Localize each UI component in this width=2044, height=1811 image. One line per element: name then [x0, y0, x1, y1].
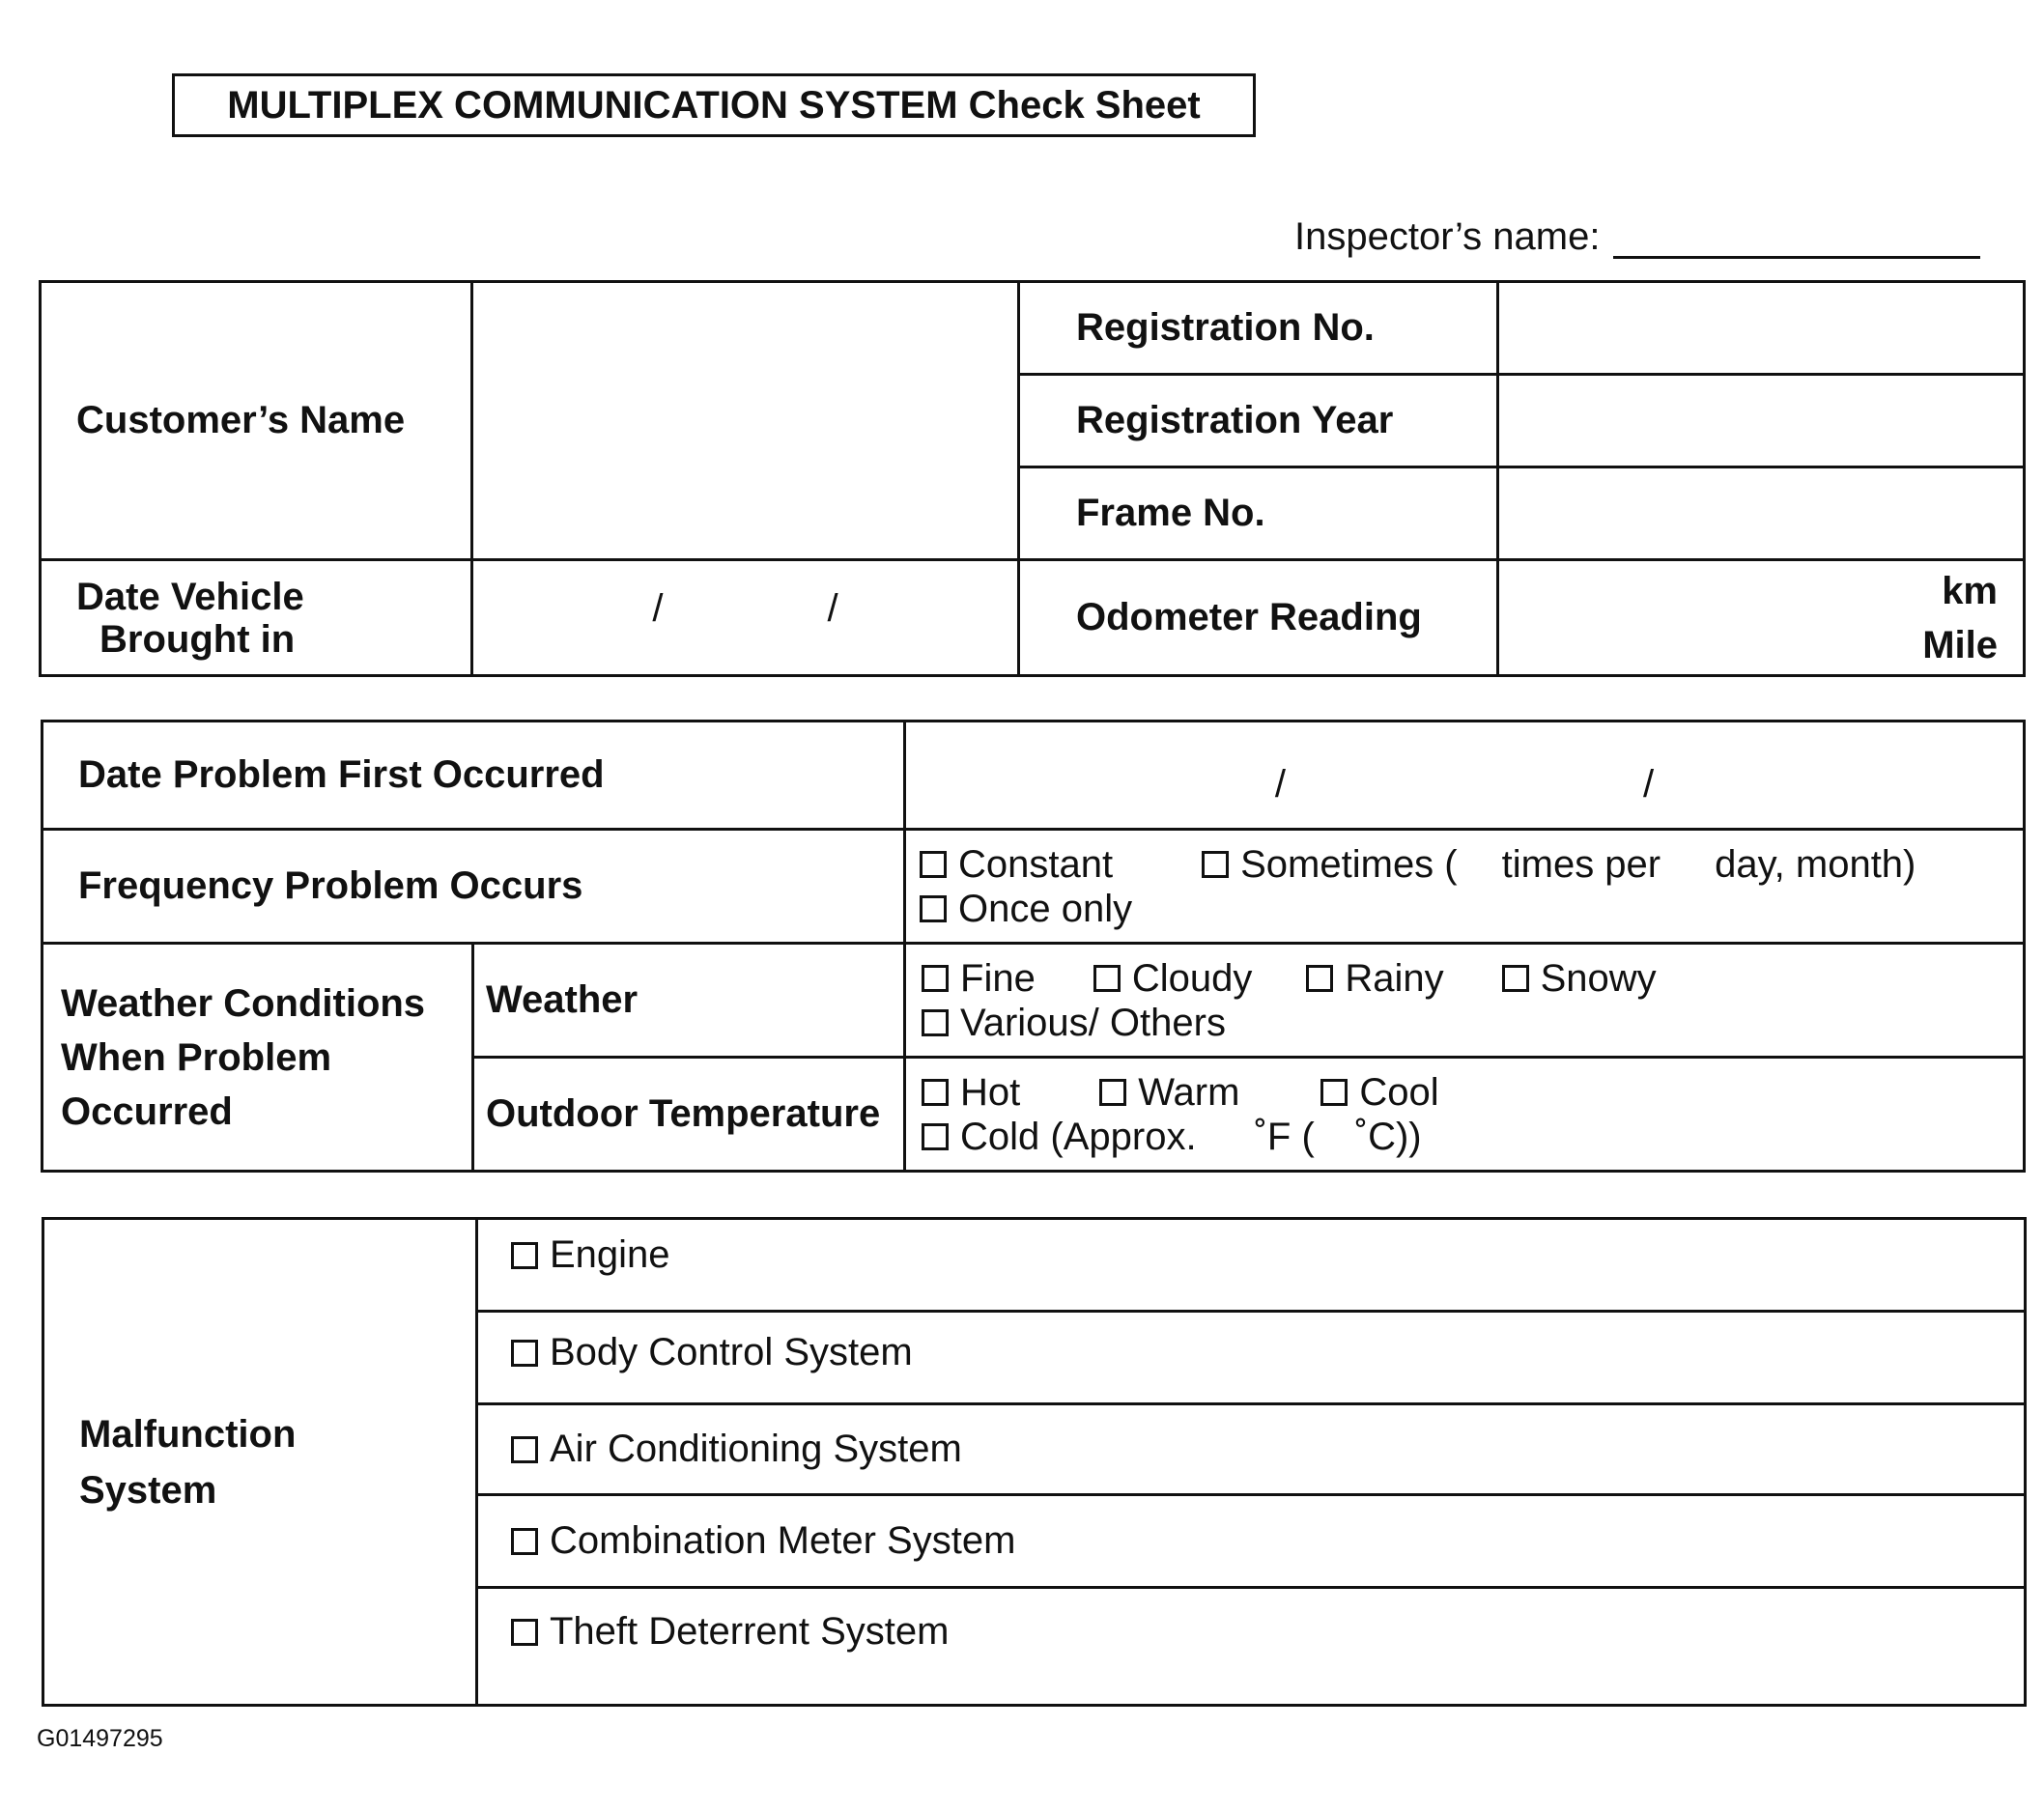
option-label: Once only [958, 887, 1133, 930]
unit-mile: Mile [1922, 623, 1998, 666]
date-slash: / [652, 587, 664, 630]
option-label: Cloudy [1131, 956, 1253, 1000]
registration-no-label: Registration No. [1019, 282, 1498, 375]
system-row [477, 1404, 2026, 1495]
odometer-label: Odometer Reading [1019, 560, 1498, 676]
checkbox-icon[interactable] [922, 965, 949, 992]
registration-year-label: Registration Year [1019, 375, 1498, 467]
customer-name-field[interactable] [472, 282, 1019, 560]
weather-options [905, 944, 2025, 1058]
temp-celsius-text: ˚C)) [1354, 1115, 1422, 1158]
odometer-field[interactable] [1498, 560, 2025, 676]
weather-conditions-label-line3: Occurred [61, 1089, 233, 1133]
temp-cool-option[interactable] [1320, 1070, 1438, 1115]
checkbox-icon[interactable] [511, 1242, 538, 1269]
option-label: Engine [550, 1233, 670, 1276]
option-label: Rainy [1345, 956, 1444, 1000]
date-brought-in-label-line2: Brought in [99, 617, 296, 661]
freq-once-option[interactable] [920, 887, 1132, 931]
option-label: Fine [960, 956, 1036, 1000]
option-label: Warm [1138, 1070, 1240, 1114]
unit-km: km [1942, 569, 1998, 612]
weather-conditions-label [43, 944, 473, 1172]
freq-day-month-text: day, month) [1715, 842, 1916, 886]
problem-conditions-table [41, 720, 2026, 1173]
system-air-conditioning-option[interactable] [478, 1428, 2024, 1471]
system-body-control-option[interactable] [478, 1331, 2024, 1384]
temp-hot-option[interactable] [922, 1070, 1020, 1115]
checkbox-icon[interactable] [511, 1619, 538, 1646]
weather-label: Weather [473, 944, 905, 1058]
checkbox-icon[interactable] [511, 1340, 538, 1367]
temp-fahrenheit-text: ˚F ( [1254, 1115, 1315, 1158]
system-row [477, 1588, 2026, 1706]
system-engine-option[interactable] [478, 1233, 2024, 1296]
date-first-occurred-field[interactable] [905, 722, 2025, 830]
date-first-occurred-label: Date Problem First Occurred [43, 722, 905, 830]
date-slash: / [1643, 763, 1655, 806]
malfunction-system-table [42, 1217, 2027, 1707]
temperature-options [905, 1058, 2025, 1172]
checkbox-icon[interactable] [1306, 965, 1333, 992]
malfunction-system-label [43, 1219, 477, 1706]
option-label: Combination Meter System [550, 1519, 1016, 1562]
checkbox-icon[interactable] [920, 851, 947, 878]
inspector-name-input-line[interactable] [1613, 221, 1980, 259]
system-row [477, 1219, 2026, 1312]
weather-conditions-label-line1: Weather Conditions [61, 981, 426, 1025]
system-row [477, 1495, 2026, 1588]
checkbox-icon[interactable] [1093, 965, 1121, 992]
malfunction-system-label-line2: System [79, 1468, 217, 1512]
checkbox-icon[interactable] [1202, 851, 1229, 878]
temp-warm-option[interactable] [1099, 1070, 1239, 1115]
frame-no-field[interactable] [1498, 467, 2025, 560]
inspector-name-field [1294, 205, 1980, 259]
checkbox-icon[interactable] [511, 1436, 538, 1463]
weather-conditions-label-line2: When Problem [61, 1035, 332, 1079]
date-brought-in-label [41, 560, 472, 676]
customer-name-label: Customer’s Name [41, 282, 472, 560]
option-label: Air Conditioning System [550, 1428, 962, 1470]
system-row [477, 1312, 2026, 1404]
inspector-name-label: Inspector’s name: [1294, 215, 1601, 258]
option-label: Snowy [1540, 956, 1657, 1000]
frequency-options [905, 830, 2025, 944]
registration-year-field[interactable] [1498, 375, 2025, 467]
checkbox-icon[interactable] [1320, 1079, 1348, 1106]
vehicle-info-table [39, 280, 2026, 677]
checkbox-icon[interactable] [922, 1079, 949, 1106]
weather-cloudy-option[interactable] [1093, 956, 1253, 1001]
malfunction-system-label-line1: Malfunction [79, 1412, 297, 1456]
freq-times-per-text: times per [1501, 842, 1661, 886]
weather-various-option[interactable] [922, 1001, 1226, 1045]
checkbox-icon[interactable] [922, 1009, 949, 1036]
checkbox-icon[interactable] [511, 1528, 538, 1555]
option-label: Hot [960, 1070, 1021, 1114]
checkbox-icon[interactable] [922, 1123, 949, 1150]
weather-snowy-option[interactable] [1502, 956, 1657, 1001]
system-combination-meter-option[interactable] [478, 1519, 2024, 1563]
sheet-title: MULTIPLEX COMMUNICATION SYSTEM Check Sheet [172, 73, 1256, 137]
frame-no-label: Frame No. [1019, 467, 1498, 560]
option-label: Body Control System [550, 1331, 913, 1373]
option-label: Cool [1359, 1070, 1439, 1114]
freq-constant-option[interactable] [920, 842, 1113, 887]
weather-fine-option[interactable] [922, 956, 1036, 1001]
freq-sometimes-option[interactable] [1202, 842, 1458, 887]
temp-cold-option[interactable] [922, 1115, 1197, 1159]
registration-no-field[interactable] [1498, 282, 2025, 375]
weather-rainy-option[interactable] [1306, 956, 1443, 1001]
frequency-label: Frequency Problem Occurs [43, 830, 905, 944]
date-slash: / [1274, 763, 1287, 806]
date-brought-in-label-line1: Date Vehicle [76, 575, 304, 618]
checkbox-icon[interactable] [920, 895, 947, 922]
option-label: Constant [958, 842, 1114, 886]
option-label: Cold (Approx. [960, 1115, 1197, 1158]
system-theft-deterrent-option[interactable] [478, 1610, 2024, 1654]
outdoor-temperature-label: Outdoor Temperature [473, 1058, 905, 1172]
figure-code: G01497295 [37, 1725, 163, 1752]
checkbox-icon[interactable] [1502, 965, 1529, 992]
option-label: Various/ Others [960, 1001, 1226, 1044]
option-label: Theft Deterrent System [550, 1610, 950, 1653]
date-slash: / [827, 587, 838, 630]
checkbox-icon[interactable] [1099, 1079, 1126, 1106]
option-label: Sometimes ( [1240, 842, 1458, 886]
date-brought-in-field[interactable] [472, 560, 1019, 676]
